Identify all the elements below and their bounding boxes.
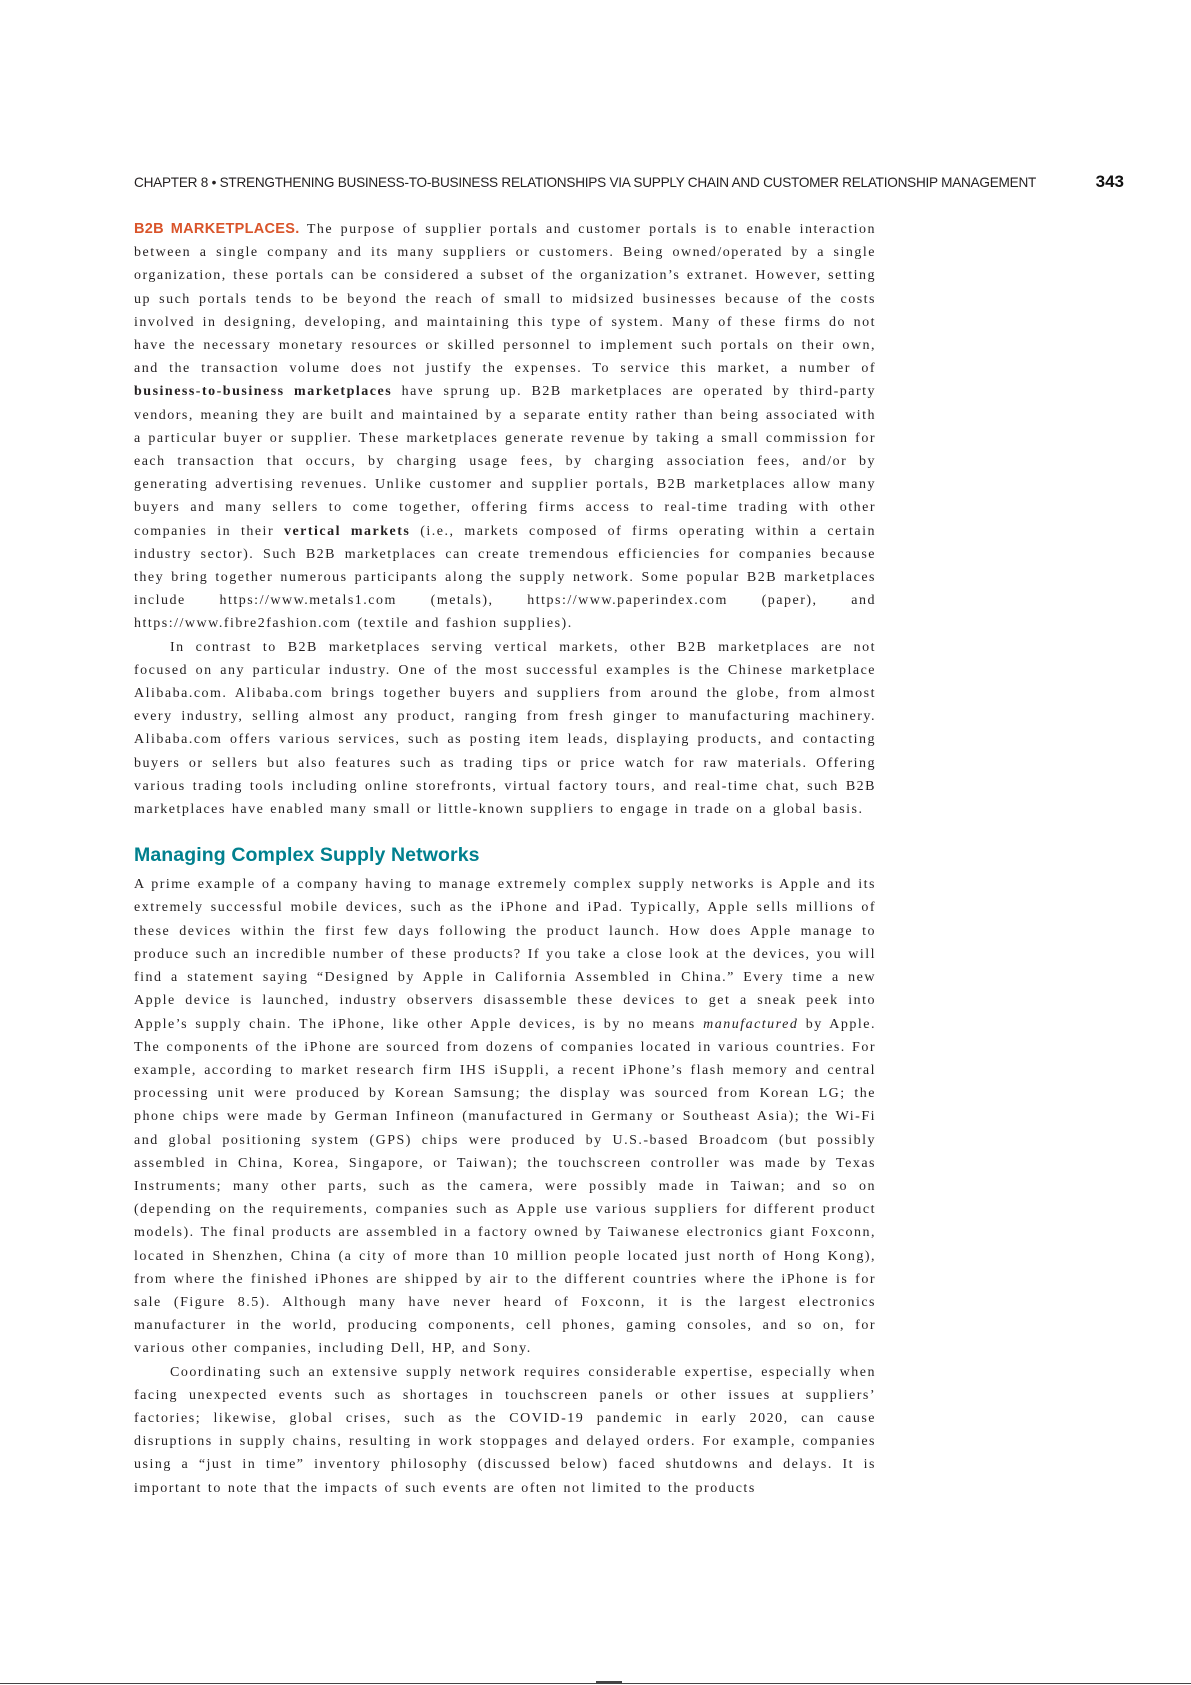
apple-supply-paragraph (134, 873, 876, 1360)
page-number: 343 (1095, 172, 1124, 191)
text-run: by Apple. The components of the iPhone are sourced from dozens of companies located in various countries. For example, according to market research firm IHS iSuppli, a recent iPhone’s flash memory and central processing unit were produced by Korean Samsung; the display was sourced from Korean LG; the phone chips were made by German Infineon (manufactured in Germany or Southeast Asia); the Wi-Fi and global positioning system (GPS) chips were produced by U.S.-based Broadcom (but possibly assembled in China, Korea, Singapore, or Taiwan); the touchscreen controller was made by Texas Instruments; many other parts, such as the camera, were possibly made in Taiwan; and so on (depending on the requirements, companies such as Apple use various suppliers for different product models). The final products are assembled in a factory owned by Taiwanese electronics giant Foxconn, located in Shenzhen, China (a city of more than 10 million people located just north of Hong Kong), from where the finished iPhones are shipped by air to the different countries where the iPhone is for sale (Figure 8.5). Although many have never heard of Foxconn, it is the largest electronics manufacturer in the world, producing components, cell phones, gaming consoles, and so on, for various other companies, including Dell, HP, and Sony. (134, 1016, 876, 1357)
running-head-text: CHAPTER 8 • STRENGTHENING BUSINESS-TO-BUSINESS RELATIONSHIPS VIA SUPPLY CHAIN AND CUSTOMER RELATIONSHIP MANAGEMENT (134, 175, 1037, 190)
text-run: The purpose of supplier portals and customer portals is to enable interaction between a single company and its many suppliers or customers. Being owned/operated by a single organization, these portals can be considered a subset of the organization’s extranet. However, setting up such portals tends to be beyond the reach of small to midsized businesses because of the costs involved in designing, developing, and maintaining this type of system. Many of these firms do not have the necessary monetary resources or skilled personnel to implement such portals on their own, and the transaction volume does not justify the expenses. To service this market, a number of (134, 222, 876, 377)
text-run: have sprung up. B2B marketplaces are operated by third-party vendors, meaning they are built and maintained by a separate entity rather than being associated with a particular buyer or supplier. These marketplaces generate revenue by taking a small commission for each transaction that occurs, by charging usage fees, by charging association fees, and/or by generating advertising revenues. Unlike customer and supplier portals, B2B marketplaces allow many buyers and many sellers to come together, offering firms access to real-time trading with other companies in their (134, 384, 876, 539)
text-run: (i.e., markets composed of firms operating within a certain industry sector). Such B2B marketplaces can create tremendous efficiencies for companies because they bring together numerous participants along the supply network. Some popular B2B marketplaces include https://www.metals1.com (metals), https://www.paperindex.com (paper), and https://www.fibre2fashion.com (textile and fashion supplies). (134, 523, 876, 632)
emphasis-term: manufactured (703, 1016, 799, 1032)
body-column (134, 218, 876, 1500)
running-head (134, 172, 1124, 194)
footer-mark (596, 1681, 622, 1683)
runin-heading: B2B MARKETPLACES. (134, 221, 300, 237)
key-term: business-to-business marketplaces (134, 384, 393, 400)
alibaba-paragraph: In contrast to B2B marketplaces serving vertical markets, other B2B marketplaces are not focused on any particular industry. One of the most successful examples is the Chinese marketplace Alibaba.com. Alibaba.com brings together buyers and suppliers from around the globe, from almost every industry, selling almost any product, ranging from fresh ginger to manufacturing machinery. Alibaba.com offers various services, such as posting item leads, displaying products, and contacting buyers or sellers but also features such as trading tips or price watch for raw materials. Offering various trading tools including online storefronts, virtual factory tours, and real-time chat, such B2B marketplaces have enabled many small or little-known suppliers to engage in trade on a global basis. (134, 639, 876, 818)
footer-rule (0, 1683, 1191, 1684)
text-run: A prime example of a company having to manage extremely complex supply networks is Apple and its extremely successful mobile devices, such as the iPhone and iPad. Typically, Apple sells millions of these devices within the first few days following the product launch. How does Apple manage to produce such an incredible number of these products? If you take a close look at the devices, you will find a statement saying “Designed by Apple in California Assembled in China.” Every time a new Apple device is launched, industry observers disassemble these devices to get a sneak peek into Apple’s supply chain. The iPhone, like other Apple devices, is by no means (134, 877, 876, 1032)
b2b-marketplaces-paragraph (134, 218, 876, 636)
key-term: vertical markets (283, 523, 411, 539)
section-heading: Managing Complex Supply Networks (134, 844, 480, 867)
coordinating-paragraph: Coordinating such an extensive supply network requires considerable expertise, especially when facing unexpected events such as shortages in touchscreen panels or other issues at suppliers’ factories; likewise, global crises, such as the COVID-19 pandemic in early 2020, can cause disruptions in supply chains, resulting in work stoppages and delayed orders. For example, companies using a “just in time” inventory philosophy (discussed below) faced shutdowns and delays. It is important to note that the impacts of such events are often not limited to the products (134, 1364, 876, 1496)
